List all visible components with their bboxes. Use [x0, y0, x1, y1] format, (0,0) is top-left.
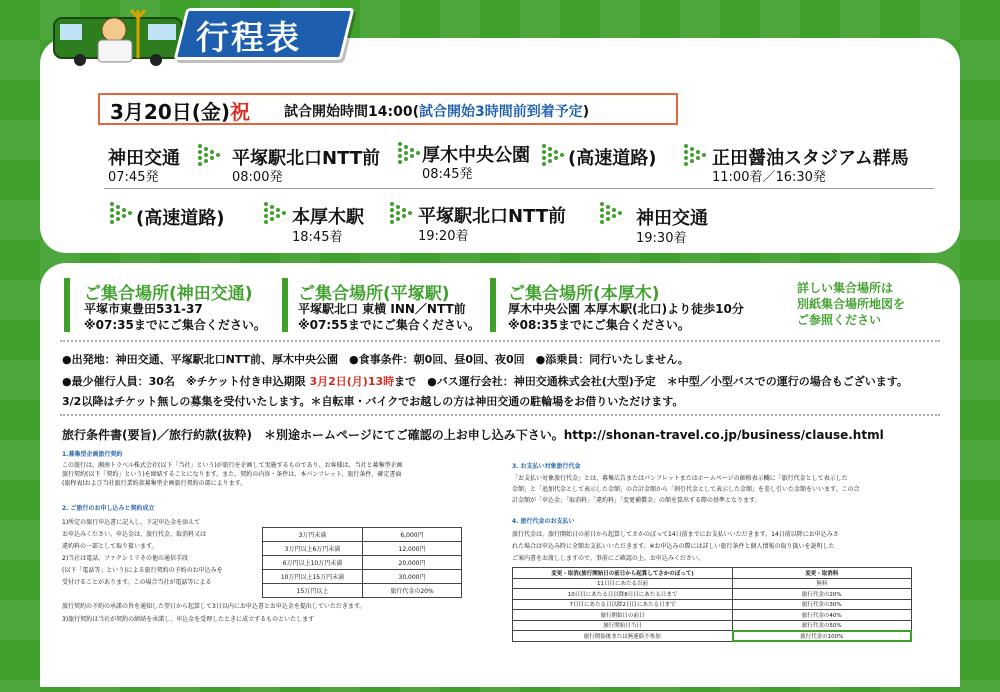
- table-row: 変更・取消(旅行開始日の前日から起算してさかのぼって) 変更・取消料: [513, 568, 912, 579]
- route-arrow-icon: [396, 140, 420, 164]
- stop-time: 18:45着: [292, 230, 343, 245]
- stop-time: 19:30着: [636, 231, 687, 246]
- stop-name: 厚木中央公園: [422, 145, 530, 166]
- stop-time: 08:45発: [422, 167, 473, 182]
- divider: [60, 340, 940, 342]
- stop-name: 平塚駅北口NTT前: [418, 206, 567, 227]
- info-line: ●最少催行人員：30名 ※チケット付き申込期限 3月2日(月)13時まで ●バス運行会社：神田交通株式会社(大型)予定 ＊中型／小型バスでの運行の場合もございます。: [62, 375, 908, 388]
- table-row: 6万円以上10万円未満 20,000円: [263, 556, 462, 570]
- meeting-bar: [282, 278, 288, 332]
- cancellation-table: [512, 567, 912, 642]
- section-text: この旅行は、湘南トラベル株式会社(以下「当社」という)が旅行を企画して実施するものであり、お客様は、当社と募集型企画 旅行契約(以下「契約」という)を締結することになります。また、契約の内容・条件は、本パンフレット、旅行条件、確定書面 (旅程表)および当社旅行業約款募集型企画旅行契約の部によります。: [62, 462, 403, 487]
- table-row: 11日目にあたる以前 無料: [513, 578, 912, 589]
- table-row: 旅行開始後または無連絡不参加 旅行代金の100%: [513, 631, 912, 642]
- section-text: 1)所定の旅行申込書に記入し、下記申込金を添えて お申込みください。申込金は、旅行代金、取消料又は 違約料の一部として取り扱います。 2)当社は電話、ファクシミリその他の通信手段 (以下「電話等」という)による旅行契約の予約のお申込みを 受付けることがあります。この場合当社が電話等による: [62, 519, 223, 586]
- meeting-time: ※07:55までにご集合ください。: [298, 318, 480, 332]
- stop-name: 平塚駅北口NTT前: [232, 148, 381, 169]
- stop-name: (高速道路): [568, 148, 657, 169]
- stop-time: 08:00発: [232, 170, 283, 185]
- stop-name: (高速道路): [136, 208, 225, 229]
- route-divider: [104, 188, 934, 189]
- table-row: 15万円以上 旅行代金の20%: [263, 584, 462, 598]
- route-arrow-icon: [598, 200, 622, 224]
- section-text: 旅行代金は、旅行開始日の前日から起算してさかのぼって14日前までにお支払いいただきます。14日前以降にお申込みさ れた場合は申込み時に全額お支払いいただきます。※お申込みの際には詳しい旅行条件と個人情報の取り扱いを説明した ご案内書をお渡ししますので、事前にご確認の上、お申込みください。: [512, 531, 839, 562]
- section-heading: 2. ご旅行のお申し込みと契約成立: [62, 505, 155, 512]
- table-row: 7日目にあたる日以降2日目にあたる日まで 旅行代金の30%: [513, 599, 912, 610]
- info-line: ●出発地：神田交通、平塚駅北口NTT前、厚木中央公園 ●食事条件：朝0回、昼0回、夜0回 ●添乗員：同行いたしません。: [62, 353, 689, 366]
- divider: [60, 414, 940, 416]
- info-line: 3/2以降はチケット無しの募集を受付いたします。＊自転車・バイクでお越しの方は神田交通の駐輪場をお借りいただけます。: [62, 395, 684, 408]
- table-row: 旅行開始日当日 旅行代金の50%: [513, 620, 912, 631]
- stop-name: 正田醤油スタジアム群馬: [712, 148, 909, 169]
- table-row: 3万円未満 6,000円: [263, 528, 462, 542]
- deadline: 3月2日(月)13時: [309, 375, 395, 388]
- section-text: 旅行契約の予約の承諾の旨を通知した翌日から起算して3日以内にお申込書とお申込金を提出していただきます。 3)旅行契約は当社が契約の締結を承諾し、申込金を受理したときに成立するものといたします: [62, 603, 366, 623]
- route-arrow-icon: [108, 200, 132, 224]
- meeting-address: 平塚駅北口 東横 INN／NTT前: [298, 302, 466, 316]
- meeting-bar: [490, 278, 496, 332]
- bus-mascot-icon: [52, 8, 187, 68]
- conditions-title: 旅行条件書(要旨)／旅行約款(抜粋) ＊別途ホームページにてご確認の上お申し込み下さい。http://shonan-travel.co.jp/business/clause.html: [62, 428, 884, 442]
- page-title: 行程表: [196, 18, 301, 57]
- route-arrow-icon: [196, 142, 220, 166]
- deposit-table: [262, 527, 462, 598]
- stop-time: 19:20着: [418, 229, 469, 244]
- stop-time: 07:45発: [108, 170, 159, 185]
- section-heading: 4. 旅行代金のお支払い: [512, 518, 575, 525]
- section-heading: 3. お支払い対象旅行代金: [512, 463, 581, 470]
- route-arrow-icon: [262, 200, 286, 224]
- meeting-time: ※07:35までにご集合ください。: [84, 318, 266, 332]
- start-time: 試合開始時間14:00(: [284, 104, 419, 120]
- meeting-title: ご集合場所(本厚木): [508, 284, 660, 304]
- meeting-bar: [64, 278, 70, 332]
- date-box: 3月20日(金)祝 試合開始時間14:00(試合開始3時間前到着予定): [98, 93, 678, 125]
- stop-time: 11:00着／16:30発: [712, 170, 826, 185]
- route-arrow-icon: [540, 142, 564, 166]
- holiday-mark: 祝: [230, 100, 251, 124]
- table-row: 3万円以上6万円未満 12,000円: [263, 542, 462, 556]
- table-row: 10日目にあたる日以降8日目にあたる日まで 旅行代金の20%: [513, 589, 912, 600]
- table-row: 旅行開始日の前日 旅行代金の40%: [513, 610, 912, 621]
- arrival-note: 試合開始3時間前到着予定: [418, 104, 583, 120]
- meeting-time: ※08:35までにご集合ください。: [508, 318, 690, 332]
- date-day: 3月20日(金): [110, 100, 231, 124]
- route-arrow-icon: [682, 142, 706, 166]
- meeting-map-note: 詳しい集合場所は 別紙集合場所地図を ご参照ください: [797, 281, 906, 327]
- meeting-title: ご集合場所(神田交通): [84, 284, 253, 304]
- route-arrow-icon: [388, 200, 412, 224]
- meeting-title: ご集合場所(平塚駅): [298, 284, 450, 304]
- section-text: 「お支払い対象旅行代金」とは、募集広告またはパンフレットまたはホームページの価格表示欄に「旅行代金として表示した 金額」と「追加代金として表示した金額」の合計金額から「割引代金として表示した金額」を差し引いた金額をいいます。この合 計金額が「申込金」「取消料」「違約料」「変更補償金」の額を算出する際の基準となります。: [512, 475, 860, 504]
- section-heading: 1.募集型企画旅行契約: [62, 451, 123, 458]
- stop-name: 神田交通: [108, 148, 180, 169]
- table-row: 10万円以上15万円未満 30,000円: [263, 570, 462, 584]
- stop-name: 本厚木駅: [292, 207, 364, 228]
- meeting-address: 平塚市東豊田531-37: [84, 302, 203, 316]
- meeting-address: 厚木中央公園 本厚木駅(北口)より徒歩10分: [508, 302, 744, 316]
- stop-name: 神田交通: [636, 208, 708, 229]
